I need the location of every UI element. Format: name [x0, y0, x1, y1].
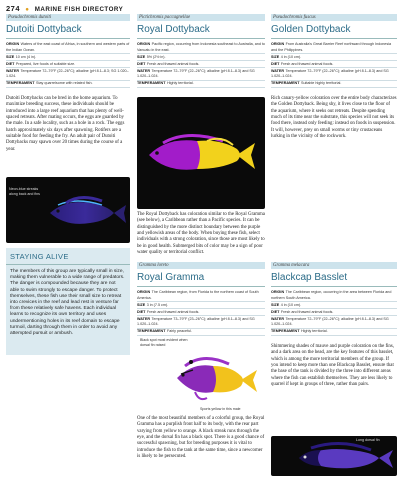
fact-diet: DIET Fresh and thawed animal foods.	[271, 61, 397, 68]
fact-diet: DIET Fresh and thawed animal foods.	[271, 309, 397, 316]
species-royal-dottyback	[137, 14, 265, 88]
fact-water: WATER Temperature 72–79°F (22–26°C); alkaline (pH 8.1–8.3) and SG 1.020–1.024.	[271, 316, 397, 328]
page-header	[6, 4, 123, 13]
species-description: Dutoiti Dottybacks can be bred in the home aquarium. To maximize breeding success, these individuals should be introduced into a large reef aquarium that has plenty of well-spaced retreats. After mating occurs, the eggs are guarded by the male. In a safe locality, such as a hole in a rock. The eggs hatch approximately six days after spawning. Rotifers are a suitable food for feeding the fry. An adult pair of Dutoiti Dottybacks may spawn over 20 times during the course of a year.	[6, 95, 125, 152]
staying-alive-box	[6, 248, 130, 355]
bullet-icon: ●	[25, 6, 30, 13]
species-description: Shimmering shades of mauve and purple coloration on the fins, and a dark area on the head, are the key features of this basslet, which is among the more territorial members of the group. If you intend to keep more than one Blackcap Basslet, ensure that the base of the tank is divided by the three into different areas where the fish can establish themselves. They are less likely to quarrel if kept in groups of three, rather than pairs.	[271, 343, 394, 387]
divider	[6, 38, 130, 39]
common-name: Dutoiti Dottyback	[6, 24, 82, 35]
fish-illustration	[137, 97, 265, 209]
species-dutoiti	[6, 14, 130, 153]
fact-water: WATER Temperature 72–79°F (22–26°C); alkaline (pH 8.1–8.3; SG 1.020–1.024.	[6, 68, 130, 80]
fact-origin: ORIGIN Pacific region, occurring from Indonesia southeast to Australia, and to Vanuatu in the east.	[137, 42, 265, 54]
box-title: STAYING ALIVE	[6, 248, 130, 265]
latin-name: Gramma melacara	[271, 262, 397, 269]
divider	[271, 38, 397, 39]
latin-name: Gramma loreto	[137, 262, 265, 269]
photo-caption-top: Black spot most evident when dorsal fin raised	[140, 338, 188, 347]
fact-size: SIZE 5% (2½ in).	[137, 54, 265, 61]
fact-temperament: TEMPERAMENT Suitable highly territorial.	[271, 81, 397, 88]
photo-caption-bottom: Sports yellow in this male	[200, 407, 241, 411]
section-title: MARINE FISH DIRECTORY	[34, 6, 124, 13]
fact-size: SIZE 10 cm (4 in).	[6, 54, 130, 61]
fact-diet: DIET Fresh and thawed animal foods.	[137, 309, 265, 316]
fact-origin: ORIGIN The Caribbean region, from Florida to the northern coast of South America.	[137, 290, 265, 302]
fact-list	[137, 42, 265, 88]
common-name: Blackcap Basslet	[271, 272, 348, 283]
fact-diet: DIET Fresh and thawed animal foods.	[137, 61, 265, 68]
species-blackcap-basslet	[271, 262, 397, 388]
fact-list	[271, 42, 397, 88]
photo-caption: Long dorsal fin	[356, 438, 380, 442]
fact-temperament: TEMPERAMENT Fairly peaceful.	[137, 329, 265, 336]
common-name: Royal Gramma	[137, 272, 205, 283]
fact-origin: ORIGIN The Caribbean region, occurring in the area between Florida and northern South America.	[271, 290, 397, 302]
royal-gramma-photo	[137, 340, 265, 414]
page-number: 274	[6, 4, 21, 13]
fact-list	[6, 42, 130, 88]
divider	[271, 286, 397, 287]
latin-name: Pseudochromis fuscus	[271, 14, 397, 21]
fact-temperament: TEMPERAMENT Highly territorial.	[137, 81, 265, 88]
fish-illustration	[137, 340, 265, 414]
species-description: One of the most beautiful members of a colorful group, the Royal Gramma has a purplish front half to its body, with the rear part varying from yellow to orange. A black streak runs through the eye, and the dorsal fin has a black spot. There is a good chance of successful spawning, but for breeding purposes it is vital to introduce the fish to the tank at the same time, since a newcomer is likely to be persecuted.	[137, 416, 265, 460]
fact-water: WATER Temperature 72–79°F (22–26°C); alkaline (pH 8.1–8.3) and SG 1.020–1.024.	[271, 68, 397, 80]
fact-diet: DIET Prepared, live foods of suitable size.	[6, 61, 130, 68]
fact-water: WATER Temperature 72–79°F (22–26°C); alkaline (pH 8.1–8.3) and SG 1.020–1.024.	[137, 68, 265, 80]
fact-list	[137, 290, 265, 336]
fact-water: WATER Temperature 73–79°F (23–26°C); alkaline (pH 8.1–8.3) and SG 1.020–1.024.	[137, 316, 265, 328]
royal-dottyback-photo	[137, 97, 265, 209]
fact-list	[271, 290, 397, 336]
fact-origin: ORIGIN From Australia's Great Barrier Reef northward through Indonesia and the Philippines.	[271, 42, 397, 54]
common-name: Golden Dottyback	[271, 24, 351, 35]
box-text: The members of this group are typically small in size, making them vulnerable to a wide range of predators. The danger is compounded because they are not able to swim strongly to escape danger. To protect themselves, these fish use their small size to retreat into crevices in the reef and lead rest in venture far from these relatively safe havens. Each individual learns to recognize its own territory and uses undermentioning holes in its reef domain to escape turmoil, darting through them in order to avoid any attempted pursuit or ambush.	[10, 269, 125, 337]
species-royal-gramma	[137, 262, 265, 336]
species-description: The Royal Dottyback has coloration similar to the Royal Gramma (see below), a Caribbean rather than a Pacific species. It can be distinguished by the more distinct boundary between the purple and yellowish areas of the body. When buying these fish, select individuals with a strong coloration, since those are most likely to be in good health. Submerged bits of color may be a sign of poor water quality or territorial conflict.	[137, 212, 265, 256]
latin-name: Pseudochromis dutoiti	[6, 14, 130, 21]
fact-size: SIZE 4 in (10 cm).	[271, 54, 397, 61]
fact-temperament: TEMPERAMENT Stay quarrelsome with related fish.	[6, 81, 130, 88]
divider	[137, 38, 265, 39]
fact-size: SIZE 4 in (10 cm).	[271, 302, 397, 309]
fact-temperament: TEMPERAMENT Highly territorial.	[271, 329, 397, 336]
latin-name: Pictichromis paccagnellae	[137, 14, 265, 21]
fact-size: SIZE 3 in (7.5 cm).	[137, 302, 265, 309]
species-golden-dottyback	[271, 14, 397, 140]
common-name: Royal Dottyback	[137, 24, 210, 35]
photo-caption: Neon-blue streaks along back and fins	[9, 187, 40, 196]
divider	[137, 286, 265, 287]
species-description: Rich canary-yellow coloration over the entire body characterizes the Golden Dottyback. Being shy, it lives close to the floor of the aquarium, where it seeks out retreats. Despite spending much of its time near the substrate, this species will not seek its food there, instead only feeding: instead on foods in suspension. It will, however, prey on small worms or tiny crustaceans lurking in the vicinity of the rockwork.	[271, 95, 397, 139]
fact-origin: ORIGIN Waters of the east coast of Africa, in southern and western parts of the Indian Ocean.	[6, 42, 130, 54]
